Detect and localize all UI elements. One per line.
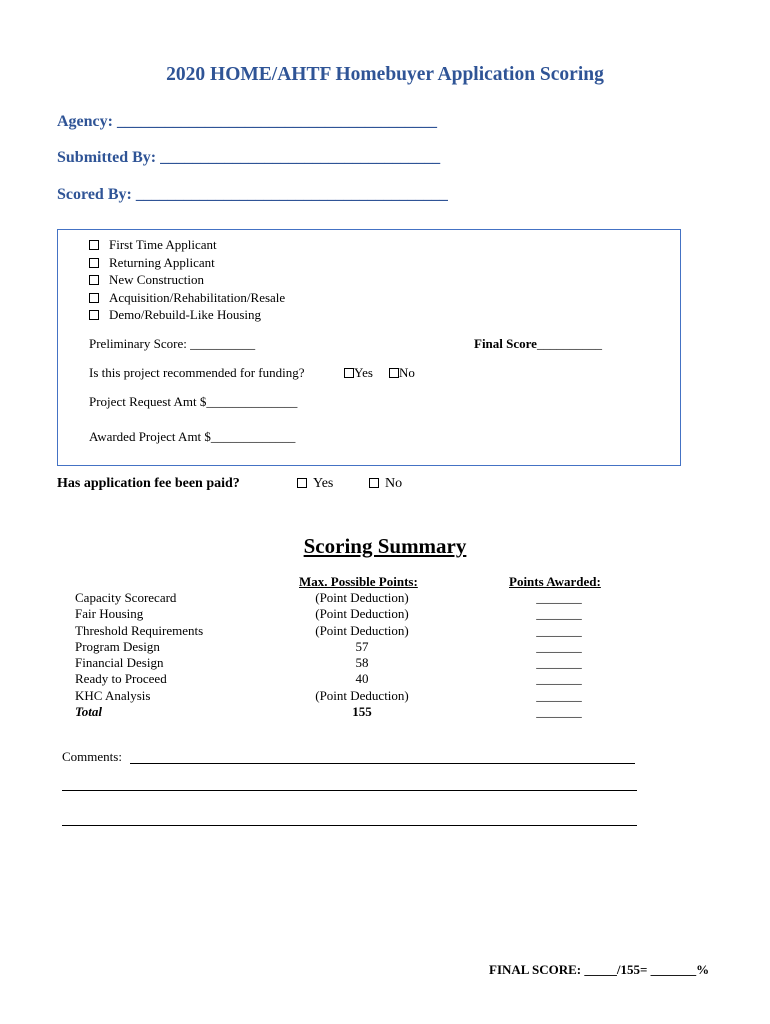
max-points-value: (Point Deduction) [315,687,409,703]
category-threshold-requirements: Threshold Requirements [75,622,204,638]
category-total: Total [75,704,102,720]
comments-label: Comments: [62,749,122,764]
max-points-value: (Point Deduction) [315,622,409,638]
checkbox-icon[interactable] [89,258,99,268]
points-awarded-blank[interactable]: _______ [536,622,582,638]
submitted-by-label: Submitted By: [57,149,157,166]
checkbox-icon[interactable] [297,478,307,488]
applicant-type-demo-rebuild[interactable]: Demo/Rebuild-Like Housing [89,306,285,324]
scored-by-label: Scored By: [57,186,132,203]
applicant-type-acq-rehab-resale[interactable]: Acquisition/Rehabilitation/Resale [89,289,285,307]
category-column [75,590,203,720]
max-points-total: 155 [352,704,372,720]
points-awarded-column [520,590,598,720]
agency-label: Agency: [57,113,113,130]
points-awarded-blank[interactable]: _______ [536,655,582,671]
max-points-header: Max. Possible Points: [299,574,418,589]
scored-by-field[interactable] [57,186,448,204]
checkbox-icon[interactable] [89,293,99,303]
max-points-value: 58 [355,655,369,671]
fee-no-option[interactable]: No [369,476,402,492]
comments-line[interactable] [62,790,637,791]
max-points-value: (Point Deduction) [315,606,409,622]
awarded-project-amt-field[interactable]: Awarded Project Amt $_____________ [89,429,296,444]
agency-field[interactable] [57,113,437,131]
points-awarded-blank[interactable]: _______ [536,638,582,654]
applicant-type-list [89,236,285,324]
points-awarded-blank[interactable]: _______ [536,704,582,720]
final-score-label: Final Score [474,336,537,351]
agency-blank: ________________________________________ [116,113,437,130]
fee-yes-option[interactable]: Yes [297,476,333,492]
project-request-amt-field[interactable]: Project Request Amt $______________ [89,394,298,409]
recommend-no-option[interactable]: No [389,365,415,381]
points-awarded-blank[interactable]: _______ [536,687,582,703]
applicant-type-first-time[interactable]: First Time Applicant [89,236,285,254]
applicant-type-new-construction[interactable]: New Construction [89,271,285,289]
max-points-value: 57 [355,638,369,654]
comments-line[interactable] [62,825,637,826]
category-financial-design: Financial Design [75,655,164,671]
max-points-column [292,590,432,720]
applicant-type-returning[interactable]: Returning Applicant [89,254,285,272]
comments-line[interactable] [130,763,635,764]
category-ready-to-proceed: Ready to Proceed [75,671,167,687]
checkbox-icon[interactable] [344,368,354,378]
checkbox-icon[interactable] [369,478,379,488]
category-fair-housing: Fair Housing [75,606,144,622]
points-awarded-blank[interactable]: _______ [536,671,582,687]
fee-question: Has application fee been paid? [57,476,240,491]
checkbox-icon[interactable] [389,368,399,378]
checkbox-icon[interactable] [89,240,99,250]
max-points-value: (Point Deduction) [315,590,409,605]
final-score-formula[interactable]: FINAL SCORE: _____/155= _______% [489,962,710,977]
category-capacity-scorecard: Capacity Scorecard [75,590,177,605]
points-awarded-blank[interactable]: _______ [536,590,582,605]
points-awarded-blank[interactable]: _______ [536,606,582,622]
recommend-yes-option[interactable]: Yes [344,365,373,381]
final-score-field[interactable] [474,336,602,352]
scored-by-blank: _______________________________________ [135,186,448,203]
category-program-design: Program Design [75,638,160,654]
final-score-blank: __________ [536,336,602,351]
recommend-question: Is this project recommended for funding? [89,365,305,380]
submitted-by-blank: ___________________________________ [160,149,441,166]
max-points-value: 40 [355,671,369,687]
scoring-summary-title: Scoring Summary [303,534,467,558]
checkbox-icon[interactable] [89,275,99,285]
category-khc-analysis: KHC Analysis [75,687,151,703]
preliminary-score-field[interactable]: Preliminary Score: __________ [89,336,256,351]
points-awarded-header: Points Awarded: [509,574,601,589]
checkbox-icon[interactable] [89,310,99,320]
submitted-by-field[interactable] [57,149,440,167]
page-title: 2020 HOME/AHTF Homebuyer Application Scoring [166,64,604,85]
